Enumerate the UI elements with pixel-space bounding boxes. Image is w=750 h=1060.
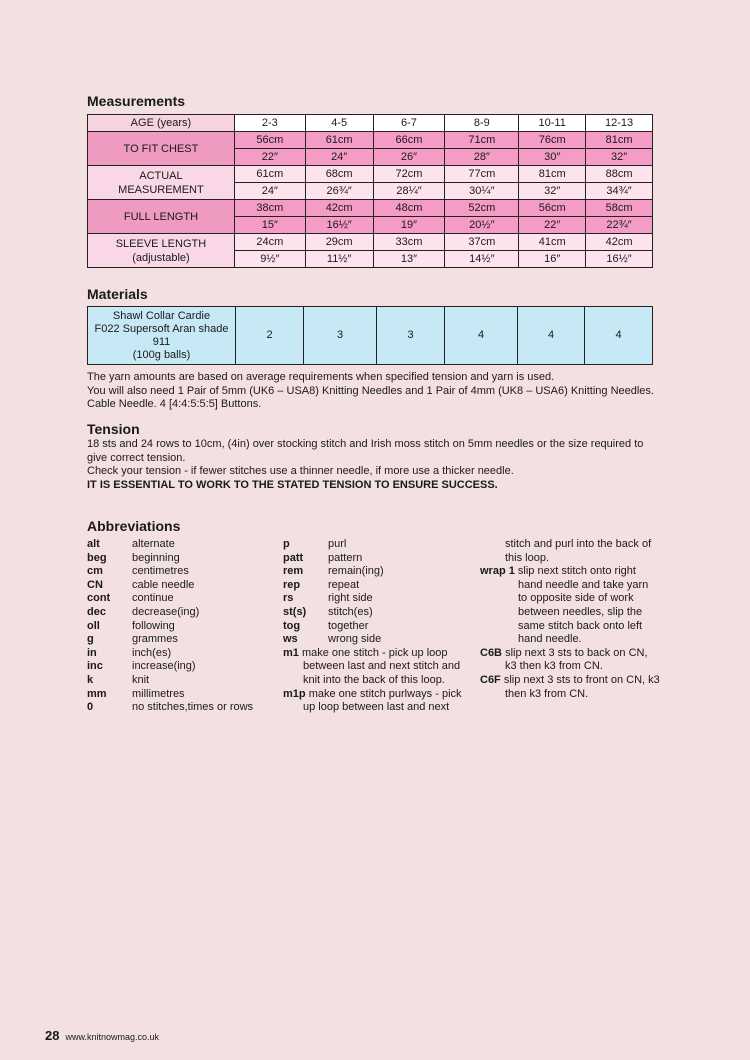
- cell: 24cm: [234, 234, 305, 251]
- cell: 42cm: [586, 234, 653, 251]
- abbr-entry: [283, 552, 471, 566]
- abbr-entry: [283, 620, 471, 634]
- abbr-key: dec: [87, 605, 106, 618]
- cell: 81cm: [586, 132, 653, 149]
- abbreviations-column-1: [87, 538, 277, 715]
- age-cell: 10-11: [519, 115, 586, 132]
- abbr-entry: [283, 688, 471, 715]
- abbr-entry: [283, 592, 471, 606]
- cell: 24″: [305, 149, 373, 166]
- abbr-entry: [480, 674, 660, 701]
- abbr-value: make one stitch - pick up loop between last and next stitch and knit into the back of this loop.: [301, 646, 461, 686]
- abbr-key: k: [87, 673, 94, 686]
- tension-line: 18 sts and 24 rows to 10cm, (4in) over stocking stitch and Irish moss stitch on 5mm needles or the size required to give correct tension.: [87, 438, 644, 464]
- abbr-entry: [480, 647, 660, 674]
- age-cell: 12-13: [586, 115, 653, 132]
- cell: 61cm: [305, 132, 373, 149]
- cell: 22″: [519, 217, 586, 234]
- tension-heading: Tension: [87, 421, 140, 437]
- abbr-key: beg: [87, 551, 107, 564]
- abbr-key: alt: [87, 538, 100, 550]
- abbr-key: inc: [87, 660, 103, 673]
- cell: 41cm: [519, 234, 586, 251]
- age-label: AGE (years): [88, 115, 235, 132]
- tension-text: [87, 438, 657, 492]
- balls-cell: 4: [445, 307, 518, 365]
- balls-cell: 4: [585, 307, 653, 365]
- abbr-value: together: [328, 619, 369, 632]
- cell: 68cm: [305, 166, 373, 183]
- cell: 16½″: [305, 217, 373, 234]
- cell: 14½″: [445, 251, 519, 268]
- abbreviations-column-3: [480, 538, 660, 701]
- abbr-entry: [87, 647, 277, 661]
- abbr-value: continue: [132, 592, 174, 605]
- cell: 26″: [373, 149, 445, 166]
- cell: 26¾″: [305, 183, 373, 200]
- cell: 33cm: [373, 234, 445, 251]
- cell: 52cm: [445, 200, 519, 217]
- cell: 76cm: [519, 132, 586, 149]
- note-text: You will also need 1 Pair of 5mm (UK6 – USA8) Knitting Needles and 1 Pair of 4mm (UK8 – USA6) Knitting Needles. Cable Needle. 4 [4:4:5:5:5] Buttons.: [87, 384, 654, 410]
- cell: 15″: [234, 217, 305, 234]
- abbr-value: millimetres: [132, 687, 185, 700]
- balls-cell: 4: [518, 307, 585, 365]
- abbr-value: grammes: [132, 633, 178, 646]
- cell: 32″: [586, 149, 653, 166]
- note-text: The yarn amounts are based on average requirements when specified tension and yarn is used.: [87, 371, 555, 383]
- abbr-value: increase(ing): [132, 660, 196, 673]
- age-cell: 2-3: [234, 115, 305, 132]
- abbr-value: pattern: [328, 551, 363, 564]
- tension-line: Check your tension - if fewer stitches use a thinner needle, if more use a thicker needle.: [87, 465, 514, 477]
- abbr-key: CN: [87, 578, 103, 591]
- cell: 77cm: [445, 166, 519, 183]
- abbr-entry: [87, 592, 277, 606]
- cell: 9½″: [234, 251, 305, 268]
- abbr-entry: [87, 674, 277, 688]
- balls-cell: 3: [377, 307, 445, 365]
- abbr-entry: [283, 565, 471, 579]
- cell: 61cm: [234, 166, 305, 183]
- balls-cell: 2: [236, 307, 304, 365]
- tension-emphasis: IT IS ESSENTIAL TO WORK TO THE STATED TENSION TO ENSURE SUCCESS.: [87, 478, 498, 491]
- age-cell: 8-9: [445, 115, 519, 132]
- abbr-entry: [480, 565, 660, 647]
- balls-cell: 3: [304, 307, 377, 365]
- abbr-key: m1p: [283, 687, 306, 700]
- abbr-value: repeat: [328, 578, 360, 591]
- abbr-key: patt: [283, 551, 304, 564]
- abbr-value: make one stitch purlways - pick up loop between last and next: [303, 687, 462, 714]
- abbr-value: knit: [132, 673, 150, 686]
- abbr-value: slip next 3 sts to back on CN, k3 then k3 from CN.: [505, 646, 648, 673]
- age-cell: 4-5: [305, 115, 373, 132]
- abbr-entry: [87, 565, 277, 579]
- age-cell: 6-7: [373, 115, 445, 132]
- abbr-key: g: [87, 633, 94, 646]
- cell: 56cm: [519, 200, 586, 217]
- cell: 30″: [519, 149, 586, 166]
- abbr-entry: [87, 538, 277, 552]
- row-label-chest: TO FIT CHEST: [88, 132, 235, 166]
- cell: 72cm: [373, 166, 445, 183]
- table-row: [88, 166, 653, 183]
- yarn-line: Shawl Collar Cardie: [112, 309, 211, 322]
- abbr-entry: [283, 579, 471, 593]
- abbr-value: no stitches,times or rows: [132, 701, 254, 714]
- cell: 16″: [519, 251, 586, 268]
- cell: 42cm: [305, 200, 373, 217]
- abbr-value: right side: [328, 592, 373, 605]
- cell: 28¼″: [373, 183, 445, 200]
- row-label-length: FULL LENGTH: [88, 200, 235, 234]
- cell: 32″: [519, 183, 586, 200]
- cell: 29cm: [305, 234, 373, 251]
- measurements-heading: Measurements: [87, 93, 186, 109]
- abbr-entry: [87, 620, 277, 634]
- cell: 22″: [234, 149, 305, 166]
- yarn-line: F022 Supersoft Aran shade: [94, 322, 229, 335]
- cell: 28″: [445, 149, 519, 166]
- abbr-value: slip next stitch onto right hand needle and take yarn to opposite side of work between needles, slip the same stitch back onto left hand needle.: [517, 565, 649, 646]
- cell: 48cm: [373, 200, 445, 217]
- cell: 71cm: [445, 132, 519, 149]
- abbr-entry: [87, 688, 277, 702]
- abbr-value: beginning: [132, 551, 180, 564]
- table-row: [88, 234, 653, 251]
- materials-notes: [87, 371, 657, 412]
- abbr-value: slip next 3 sts to front on CN, k3 then k3 from CN.: [503, 673, 660, 700]
- table-row: [88, 200, 653, 217]
- abbr-entry: [87, 552, 277, 566]
- abbr-value: following: [132, 619, 175, 632]
- abbr-key: C6B: [480, 646, 503, 659]
- abbr-key: ws: [283, 633, 298, 646]
- abbr-entry: [87, 633, 277, 647]
- abbr-value: purl: [328, 538, 347, 550]
- table-row: [88, 307, 653, 365]
- page-footer: [45, 1028, 159, 1043]
- cell: 20½″: [445, 217, 519, 234]
- abbr-key: m1: [283, 646, 299, 659]
- abbr-key: p: [283, 538, 290, 550]
- abbr-key: C6F: [480, 673, 501, 686]
- row-label-sleeve: SLEEVE LENGTH (adjustable): [88, 234, 235, 268]
- abbreviations-heading: Abbreviations: [87, 518, 181, 534]
- cell: 24″: [234, 183, 305, 200]
- abbr-entry: [87, 579, 277, 593]
- cell: 81cm: [519, 166, 586, 183]
- abbr-key: wrap 1: [480, 565, 515, 578]
- yarn-description: [88, 307, 236, 365]
- cell: 56cm: [234, 132, 305, 149]
- measurements-table: [87, 114, 653, 268]
- cell: 34¾″: [586, 183, 653, 200]
- table-row: [88, 132, 653, 149]
- cell: 38cm: [234, 200, 305, 217]
- abbr-key: cont: [87, 592, 111, 605]
- abbr-value: wrong side: [328, 633, 382, 646]
- abbr-key: in: [87, 646, 97, 659]
- cell: 58cm: [586, 200, 653, 217]
- cell: 37cm: [445, 234, 519, 251]
- page-number: 28: [45, 1028, 60, 1043]
- abbr-value: alternate: [132, 538, 175, 550]
- abbr-key: 0: [87, 701, 94, 714]
- yarn-line: (100g balls): [132, 348, 191, 361]
- cell: 22¾″: [586, 217, 653, 234]
- abbr-key: oll: [87, 619, 100, 632]
- cell: 11½″: [305, 251, 373, 268]
- abbr-key: st(s): [283, 605, 307, 618]
- abbr-key: rs: [283, 592, 294, 605]
- yarn-line: 911: [152, 335, 171, 348]
- age-row: [88, 115, 653, 132]
- abbr-key: rem: [283, 565, 304, 578]
- cell: 30¼″: [445, 183, 519, 200]
- abbr-entry: [283, 633, 471, 647]
- materials-table: [87, 306, 653, 365]
- abbreviations-column-2: [283, 538, 471, 715]
- footer-url: www.knitnowmag.co.uk: [65, 1032, 160, 1042]
- abbr-value: stitch(es): [328, 605, 373, 618]
- abbr-value: cable needle: [132, 578, 195, 591]
- abbr-value: inch(es): [132, 646, 172, 659]
- cell: 16½″: [586, 251, 653, 268]
- row-label-actual: ACTUAL MEASUREMENT: [88, 166, 235, 200]
- abbr-key: mm: [87, 687, 107, 700]
- abbr-entry: [283, 606, 471, 620]
- abbr-key: tog: [283, 619, 301, 632]
- cell: 66cm: [373, 132, 445, 149]
- cell: 88cm: [586, 166, 653, 183]
- abbr-entry: [87, 606, 277, 620]
- abbr-value: decrease(ing): [132, 605, 200, 618]
- abbr-value: remain(ing): [328, 565, 384, 578]
- abbr-continuation: stitch and purl into the back of this loop.: [505, 538, 652, 564]
- abbr-entry: [87, 701, 277, 715]
- cell: 13″: [373, 251, 445, 268]
- abbr-key: cm: [87, 565, 103, 578]
- materials-heading: Materials: [87, 286, 148, 302]
- abbr-entry: [283, 538, 471, 552]
- cell: 19″: [373, 217, 445, 234]
- abbr-entry: [87, 660, 277, 674]
- abbr-key: rep: [283, 578, 301, 591]
- abbr-entry: [283, 647, 471, 688]
- abbr-value: centimetres: [132, 565, 189, 578]
